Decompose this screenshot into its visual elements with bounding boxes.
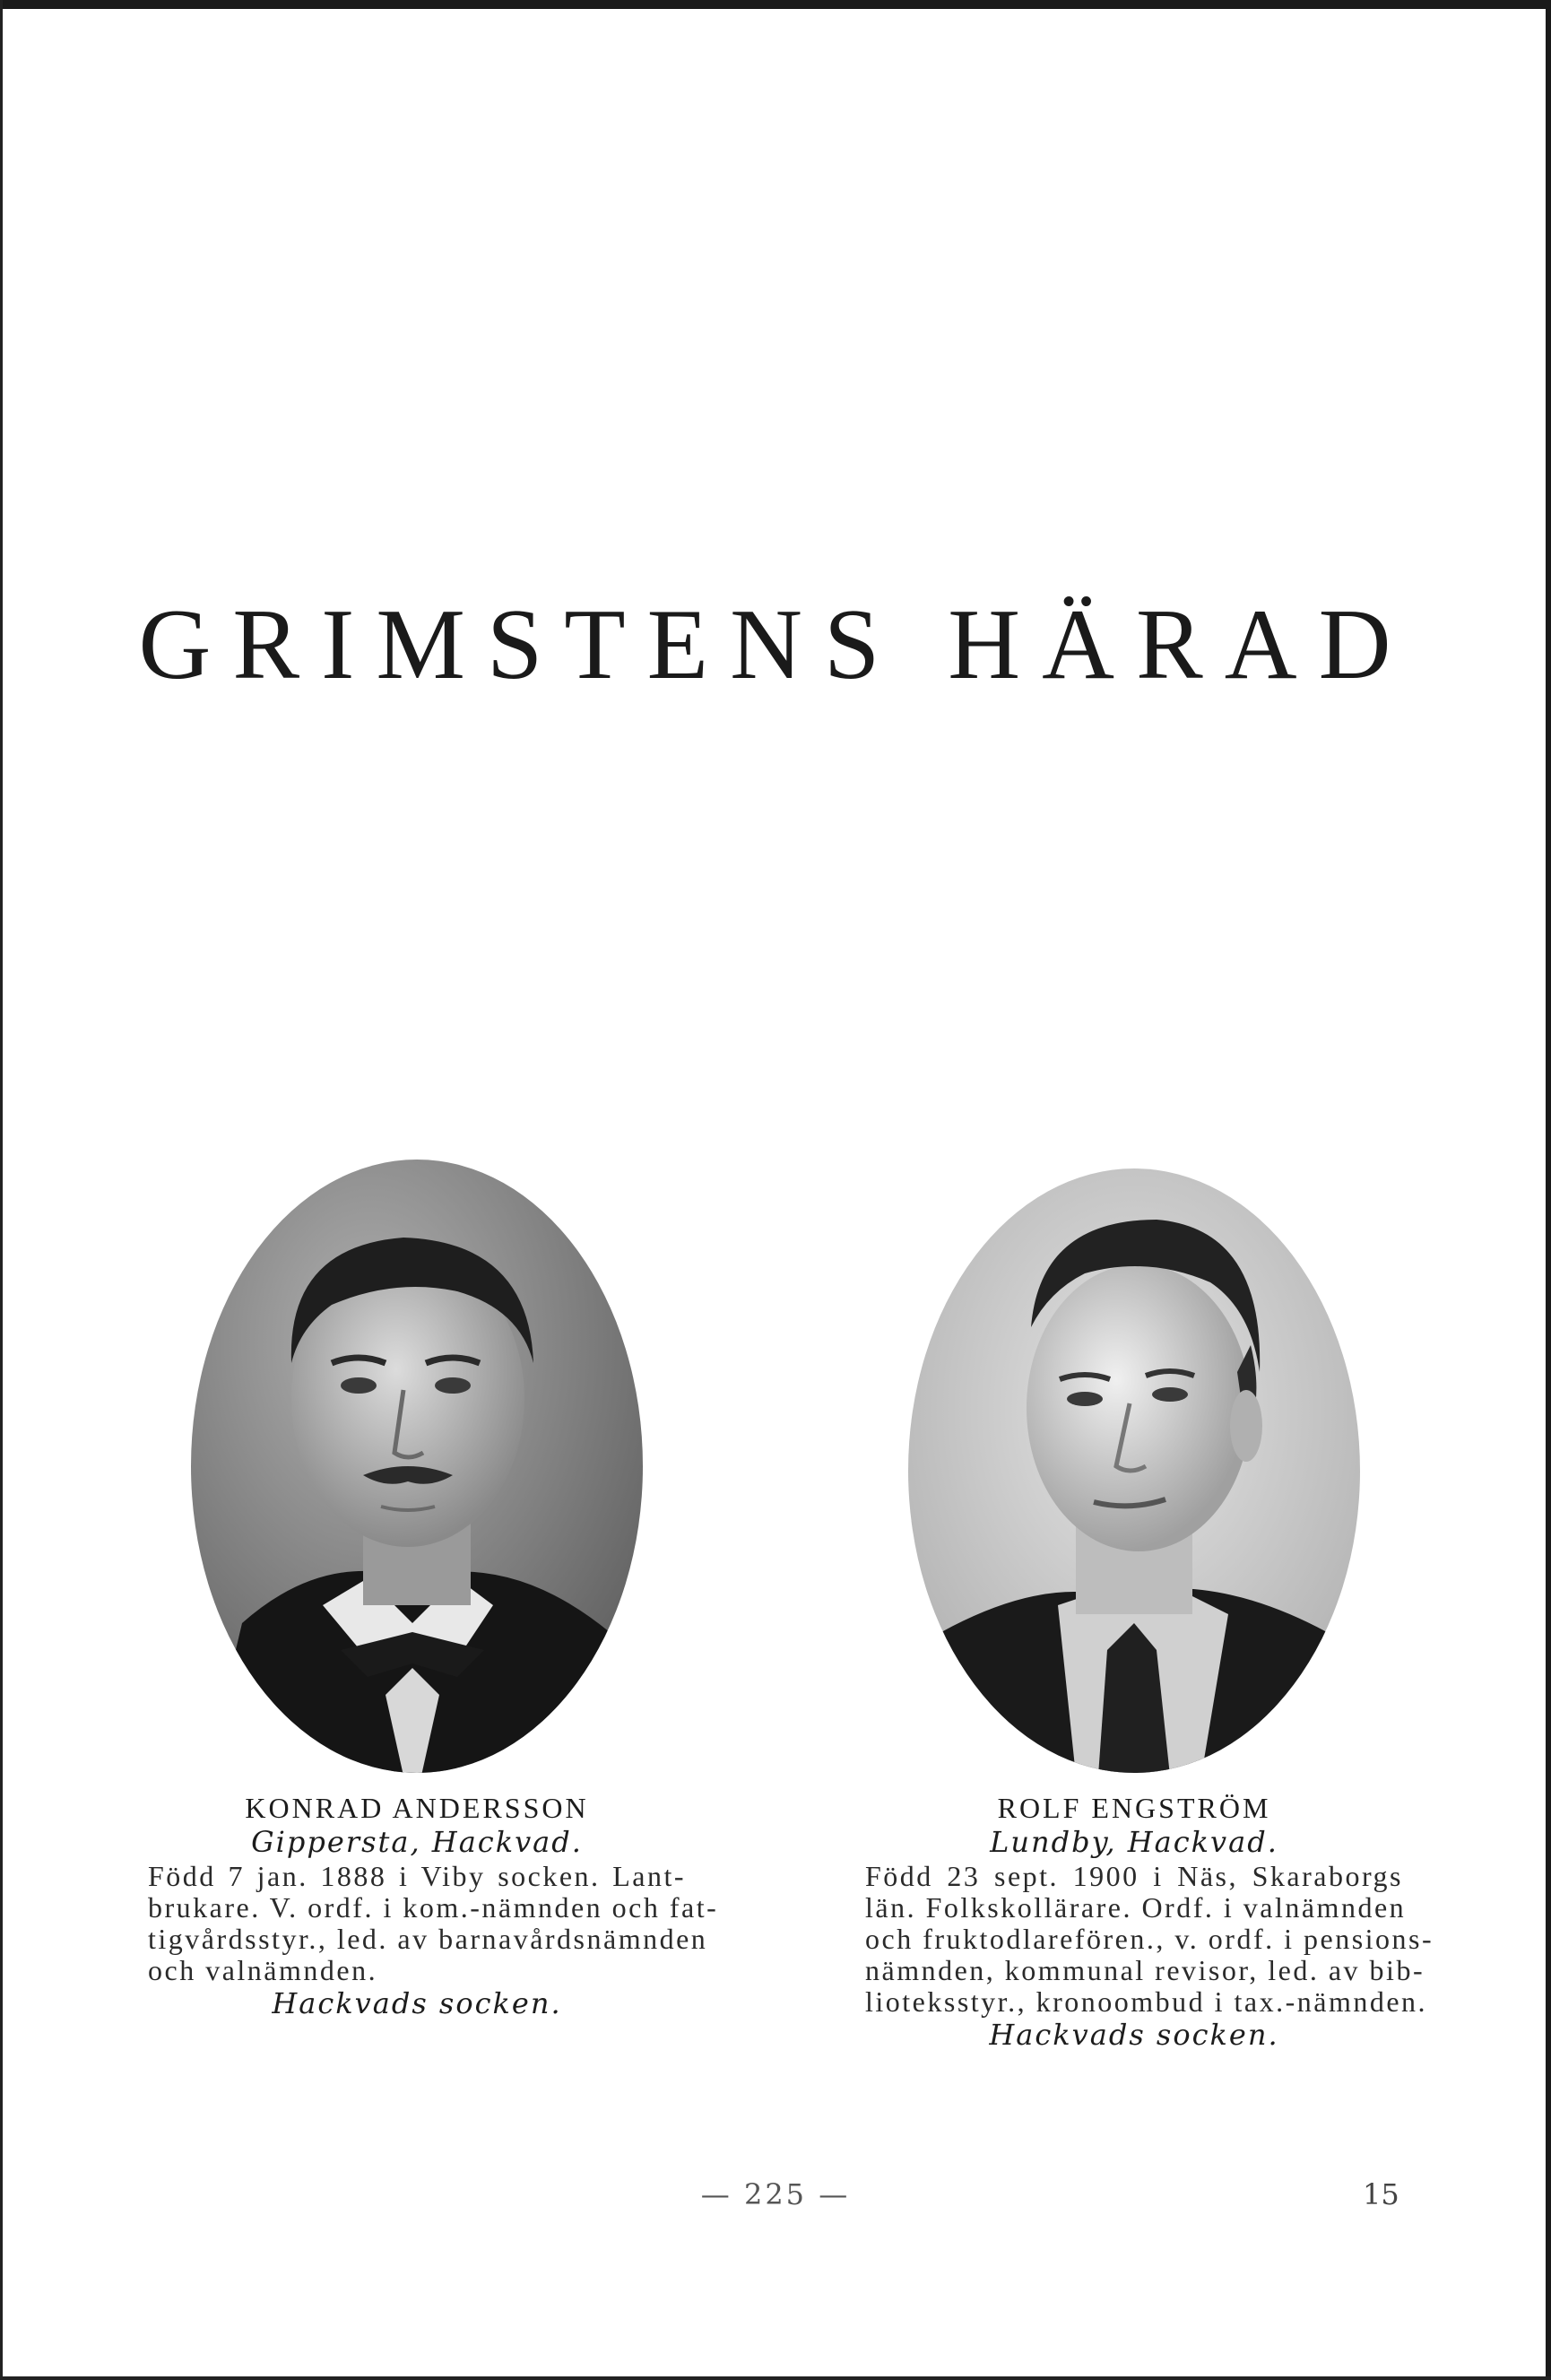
page-border-right [1546, 0, 1551, 2380]
person-residence: Gippersta, Hackvad. [251, 1825, 583, 1859]
page-border-top [0, 0, 1551, 9]
person-residence: Lundby, Hackvad. [990, 1825, 1278, 1859]
page-border-bottom [0, 2376, 1551, 2380]
bio-line: län. Folkskollärare. Ordf. i valnämnden [865, 1891, 1407, 1924]
person-name: KONRAD ANDERSSON [245, 1792, 589, 1824]
portrait-photo-1 [188, 1157, 646, 1776]
person-name: ROLF ENGSTRÖM [997, 1792, 1271, 1824]
portrait-photo-2 [905, 1166, 1363, 1776]
page-title: GRIMSTENS HÄRAD [138, 589, 1413, 700]
bio-line: lioteksstyr., kronoombud i tax.-nämnden. [865, 1985, 1428, 2018]
person-parish: Hackvads socken. [272, 1986, 562, 2020]
person-parish: Hackvads socken. [989, 2018, 1279, 2052]
sheet-signature-number: 15 [1363, 2177, 1399, 2211]
person-entry-2 [865, 1166, 1434, 2052]
page-border-left [0, 0, 3, 2380]
bio-line: Född 7 jan. 1888 i Viby socken. Lant- [148, 1860, 686, 1892]
bio-line: brukare. V. ordf. i kom.-nämnden och fat- [148, 1891, 719, 1924]
bio-line: och valnämnden. [148, 1954, 378, 1986]
bio-line: Född 23 sept. 1900 i Näs, Skaraborgs [865, 1860, 1403, 1892]
bio-line: och fruktodlarefören., v. ordf. i pensions- [865, 1923, 1434, 1955]
person-biography [865, 1860, 1434, 2018]
page-number: — 225 — [700, 2177, 851, 2211]
bio-line: nämnden, kommunal revisor, led. av bib- [865, 1954, 1425, 1986]
person-biography [148, 1860, 719, 1986]
bio-line: tigvårdsstyr., led. av barnavårdsnämnden [148, 1923, 708, 1955]
person-entry-1 [148, 1157, 719, 2020]
